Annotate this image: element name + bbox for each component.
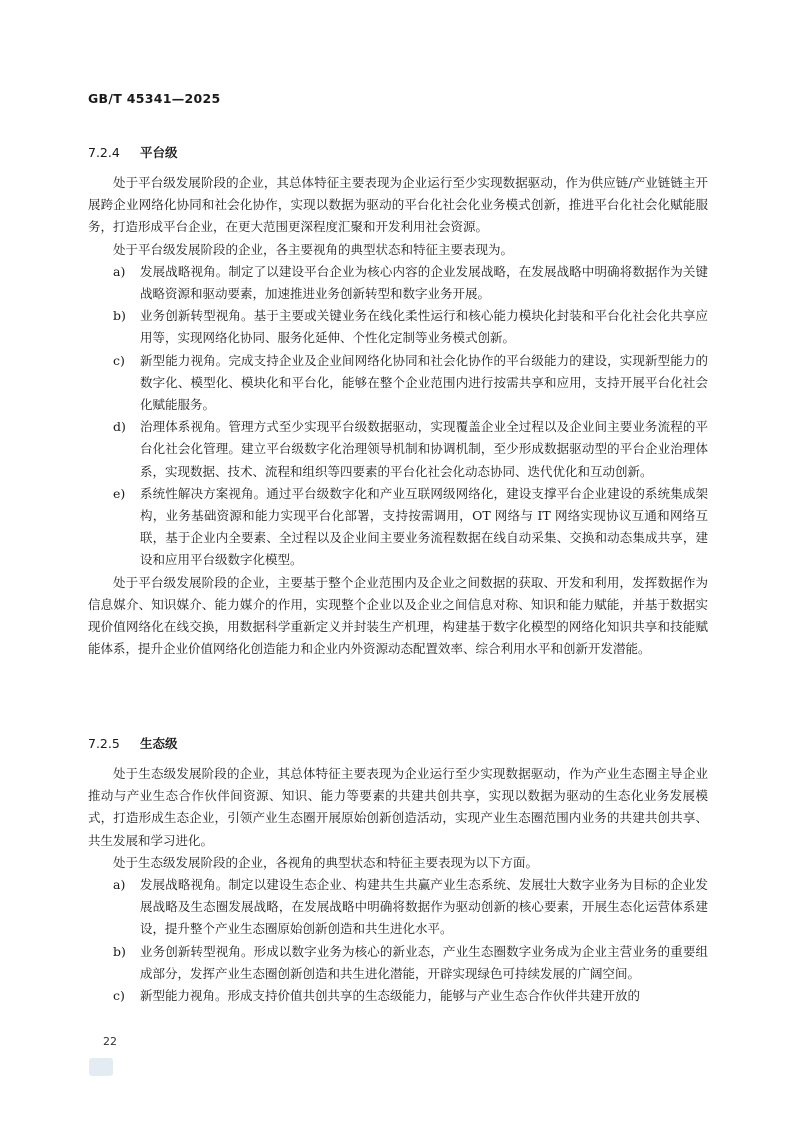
section-body-7-2-4 [88, 172, 708, 660]
list-item [88, 941, 708, 985]
list-item [88, 261, 708, 305]
section-title: 平台级 [140, 145, 178, 160]
list-item-text: 发展战略视角。制定了以建设平台企业为核心内容的企业发展战略，在发展战略中明确将数据作为关键战略资源和驱动要素，加速推进业务创新转型和数字业务开展。 [140, 263, 708, 302]
list-marker: c) [113, 988, 125, 1004]
list-item-text: 治理体系视角。管理方式至少实现平台级数据驱动，实现覆盖企业全过程以及企业间主要业务流程的平台化社会化管理。建立平台级数字化治理领导机制和协调机制，至少形成数据驱动型的平台企业治理体系，实现数据、技术、流程和组织等四要素的平台化社会化动态协同、迭代优化和互动创新。 [140, 419, 708, 479]
paragraph: 处于平台级发展阶段的企业，其总体特征主要表现为企业运行至少实现数据驱动，作为供应链/产业链链主开展跨企业网络化协同和社会化协作，实现以数据为驱动的平台化社会化业务模式创新，推进平台化社会化赋能服务，打造形成平台企业，在更大范围更深程度汇聚和开发利用社会资源。 [88, 175, 708, 235]
list-marker: e) [113, 485, 126, 501]
list-item-text: 新型能力视角。完成支持企业及企业间网络化协同和社会化协作的平台级能力的建设，实现新型能力的数字化、模型化、模块化和平台化，能够在整个企业范围内进行按需共享和应用，支持开展平台化社会化赋能服务。 [140, 352, 708, 413]
section-number: 7.2.4 [88, 145, 120, 160]
list-item [88, 350, 708, 417]
list-item-text: 发展战略视角。制定以建设生态企业、构建共生共赢产业生态系统、发展壮大数字业务为目标的企业发展战略及生态圈发展战略，在发展战略中明确将数据作为驱动创新的核心要素，开展生态化运营体系建设，提升整个产业生态圈原始创新创造和共生进化水平。 [140, 877, 708, 937]
paragraph: 处于平台级发展阶段的企业，主要基于整个企业范围内及企业之间数据的获取、开发和利用，发挥数据作为信息媒介、知识媒介、能力媒介的作用，实现整个企业以及企业之间信息对称、知识和能力赋能，并基于数据实现价值网络化在线交换，用数据科学重新定义并封装生产机理，构建基于数字化模型的网络化知识共享和技能赋能体系，提升企业价值网络化创造能力和企业内外资源动态配置效率、综合利用水平和创新开发潜能。 [88, 574, 708, 657]
list-marker: a) [113, 877, 126, 893]
standard-number-header: GB/T 45341—2025 [88, 91, 221, 106]
publisher-logo-icon [89, 1058, 113, 1076]
list-item [88, 874, 708, 941]
section-number: 7.2.5 [88, 736, 120, 751]
page-number: 22 [103, 1035, 117, 1048]
list-marker: b) [113, 943, 126, 959]
list-item-text: 新型能力视角。形成支持价值共创共享的生态级能力，能够与产业生态合作伙伴共建开放的 [140, 988, 641, 1004]
list-item [88, 985, 708, 1007]
paragraph: 处于平台级发展阶段的企业，各主要视角的典型状态和特征主要表现为。 [113, 241, 514, 257]
list-item [88, 416, 708, 483]
section-title: 生态级 [140, 736, 178, 751]
paragraph: 处于生态级发展阶段的企业，各视角的典型状态和特征主要表现为以下方面。 [113, 854, 539, 870]
list-marker: d) [113, 419, 126, 435]
list-item-text: 业务创新转型视角。基于主要或关键业务在线化柔性运行和核心能力模块化封装和平台化社会化共享应用等，实现网络化协同、服务化延伸、个性化定制等业务模式创新。 [140, 308, 708, 346]
list-item [88, 483, 708, 572]
list-marker: c) [113, 352, 125, 368]
list-item-text: 业务创新转型视角。形成以数字业务为核心的新业态，产业生态圈数字业务成为企业主营业务的重要组成部分，发挥产业生态圈创新创造和共生进化潜能，开辟实现绿色可持续发展的广阔空间。 [140, 943, 708, 981]
section-body-7-2-5 [88, 763, 708, 1007]
list-item [88, 305, 708, 349]
section-heading-7-2-4 [88, 143, 178, 161]
list-marker: b) [113, 308, 126, 324]
list-marker: a) [113, 263, 126, 279]
section-heading-7-2-5 [88, 734, 178, 752]
paragraph: 处于生态级发展阶段的企业，其总体特征主要表现为企业运行至少实现数据驱动，作为产业生态圈主导企业推动与产业生态合作伙伴间资源、知识、能力等要素的共建共创共享，实现以数据为驱动的生态化业务发展模式，打造形成生态企业，引领产业生态圈开展原始创新创造活动，实现产业生态圈范围内业务的共建共创共享、共生发展和学习进化。 [88, 766, 708, 848]
list-item-text: 系统性解决方案视角。通过平台级数字化和产业互联网级网络化，建设支撑平台企业建设的系统集成架构，业务基础资源和能力实现平台化部署，支持按需调用，OT 网络与 IT 网络实现协议互通和网络互联，基于企业内全要素、全过程以及企业间主要业务流程数据在线自动采集、交换和动态集成共享，建设和应用平台级数字化模型。 [140, 485, 708, 568]
